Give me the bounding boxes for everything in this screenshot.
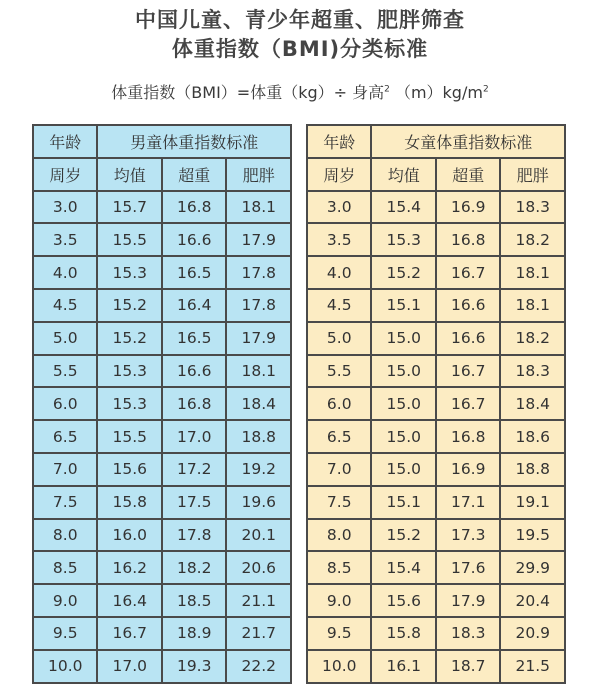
table-row	[307, 223, 565, 256]
bmi-value-cell: 16.6	[436, 322, 500, 355]
bmi-value-cell: 17.1	[436, 486, 500, 519]
age-cell: 4.5	[307, 289, 371, 322]
bmi-value-cell: 18.4	[226, 387, 291, 420]
bmi-value-cell: 17.9	[436, 584, 500, 617]
bmi-value-cell: 18.5	[162, 584, 226, 617]
age-header: 年龄	[307, 125, 371, 158]
column-header: 超重	[436, 158, 500, 191]
age-cell: 6.0	[307, 387, 371, 420]
table-row	[33, 289, 291, 322]
page-subtitle: 体重指数（BMI)分类标准	[171, 37, 429, 61]
bmi-value-cell: 15.3	[97, 387, 161, 420]
bmi-value-cell: 15.2	[371, 256, 435, 289]
age-cell: 6.5	[33, 420, 97, 453]
bmi-value-cell: 20.9	[500, 617, 565, 650]
age-cell: 7.0	[33, 453, 97, 486]
column-header: 周岁	[33, 158, 97, 191]
table-row	[307, 453, 565, 486]
bmi-value-cell: 16.6	[436, 289, 500, 322]
bmi-value-cell: 21.5	[500, 650, 565, 683]
bmi-value-cell: 20.4	[500, 584, 565, 617]
age-cell: 4.0	[33, 256, 97, 289]
age-cell: 7.5	[307, 486, 371, 519]
table-header-row	[33, 125, 291, 158]
column-header: 周岁	[307, 158, 371, 191]
bmi-value-cell: 17.6	[436, 551, 500, 584]
age-cell: 5.0	[307, 322, 371, 355]
bmi-value-cell: 15.8	[97, 486, 161, 519]
age-cell: 7.5	[33, 486, 97, 519]
bmi-value-cell: 15.0	[371, 322, 435, 355]
bmi-value-cell: 15.2	[97, 289, 161, 322]
age-cell: 5.5	[33, 355, 97, 388]
bmi-value-cell: 16.8	[436, 420, 500, 453]
table-row	[33, 355, 291, 388]
table-row	[33, 256, 291, 289]
bmi-value-cell: 15.5	[97, 420, 161, 453]
bmi-value-cell: 19.5	[500, 519, 565, 552]
bmi-value-cell: 15.3	[97, 355, 161, 388]
formula-prefix: 体重指数（BMI）=体重（kg）÷ 身高	[111, 83, 385, 102]
table-row	[33, 650, 291, 683]
bmi-value-cell: 15.1	[371, 289, 435, 322]
bmi-value-cell: 15.6	[97, 453, 161, 486]
bmi-value-cell: 16.5	[162, 256, 226, 289]
age-cell: 7.0	[307, 453, 371, 486]
bmi-value-cell: 21.7	[226, 617, 291, 650]
bmi-value-cell: 15.0	[371, 453, 435, 486]
age-cell: 6.0	[33, 387, 97, 420]
bmi-value-cell: 18.7	[436, 650, 500, 683]
bmi-value-cell: 18.3	[500, 355, 565, 388]
bmi-formula	[0, 80, 600, 103]
column-header: 超重	[162, 158, 226, 191]
bmi-value-cell: 18.1	[226, 355, 291, 388]
girls-bmi-table	[306, 124, 566, 684]
bmi-value-cell: 16.6	[162, 355, 226, 388]
bmi-value-cell: 15.5	[97, 223, 161, 256]
table-row	[307, 387, 565, 420]
bmi-value-cell: 17.3	[436, 519, 500, 552]
age-cell: 4.5	[33, 289, 97, 322]
table-row	[307, 650, 565, 683]
table-row	[33, 387, 291, 420]
bmi-value-cell: 17.8	[226, 289, 291, 322]
bmi-value-cell: 18.4	[500, 387, 565, 420]
bmi-value-cell: 16.9	[436, 453, 500, 486]
bmi-value-cell: 17.9	[226, 223, 291, 256]
bmi-value-cell: 15.0	[371, 355, 435, 388]
age-cell: 5.5	[307, 355, 371, 388]
bmi-value-cell: 29.9	[500, 551, 565, 584]
age-cell: 3.0	[307, 191, 371, 224]
bmi-value-cell: 16.8	[162, 387, 226, 420]
bmi-value-cell: 18.2	[500, 322, 565, 355]
bmi-value-cell: 15.8	[371, 617, 435, 650]
formula-sup: 2	[384, 84, 390, 95]
table-row	[307, 551, 565, 584]
bmi-value-cell: 18.6	[500, 420, 565, 453]
bmi-value-cell: 18.8	[226, 420, 291, 453]
table-row	[307, 486, 565, 519]
table-header-row	[307, 125, 565, 158]
table-row	[307, 322, 565, 355]
formula-suffix: （m）kg/m	[394, 83, 483, 102]
bmi-value-cell: 16.9	[436, 191, 500, 224]
age-cell: 3.5	[33, 223, 97, 256]
bmi-value-cell: 16.1	[371, 650, 435, 683]
age-cell: 10.0	[307, 650, 371, 683]
age-cell: 6.5	[307, 420, 371, 453]
bmi-value-cell: 18.8	[500, 453, 565, 486]
age-cell: 3.0	[33, 191, 97, 224]
column-header: 均值	[371, 158, 435, 191]
age-cell: 9.0	[307, 584, 371, 617]
age-cell: 8.5	[33, 551, 97, 584]
bmi-value-cell: 16.4	[97, 584, 161, 617]
bmi-value-cell: 18.1	[500, 256, 565, 289]
boys-bmi-table	[32, 124, 292, 684]
bmi-value-cell: 15.4	[371, 191, 435, 224]
table-row	[33, 617, 291, 650]
bmi-value-cell: 16.0	[97, 519, 161, 552]
table-row	[33, 191, 291, 224]
age-cell: 8.0	[33, 519, 97, 552]
column-header-row	[307, 158, 565, 191]
age-cell: 9.5	[33, 617, 97, 650]
age-header: 年龄	[33, 125, 97, 158]
age-cell: 5.0	[33, 322, 97, 355]
table-row	[307, 420, 565, 453]
column-header: 均值	[97, 158, 161, 191]
table-row	[33, 486, 291, 519]
bmi-value-cell: 17.8	[226, 256, 291, 289]
bmi-value-cell: 16.8	[436, 223, 500, 256]
bmi-value-cell: 16.7	[436, 256, 500, 289]
bmi-value-cell: 19.1	[500, 486, 565, 519]
age-cell: 8.5	[307, 551, 371, 584]
bmi-value-cell: 20.6	[226, 551, 291, 584]
table-row	[307, 289, 565, 322]
bmi-value-cell: 18.3	[500, 191, 565, 224]
bmi-value-cell: 18.2	[162, 551, 226, 584]
bmi-value-cell: 17.8	[162, 519, 226, 552]
bmi-value-cell: 17.5	[162, 486, 226, 519]
bmi-value-cell: 15.3	[97, 256, 161, 289]
bmi-value-cell: 21.1	[226, 584, 291, 617]
bmi-value-cell: 16.7	[436, 387, 500, 420]
bmi-value-cell: 16.7	[436, 355, 500, 388]
bmi-value-cell: 15.0	[371, 387, 435, 420]
table-row	[33, 551, 291, 584]
table-row	[33, 453, 291, 486]
table-row	[307, 519, 565, 552]
bmi-value-cell: 15.7	[97, 191, 161, 224]
bmi-value-cell: 15.2	[371, 519, 435, 552]
age-cell: 9.5	[307, 617, 371, 650]
bmi-value-cell: 15.3	[371, 223, 435, 256]
table-row	[33, 519, 291, 552]
column-header: 肥胖	[500, 158, 565, 191]
bmi-value-cell: 20.1	[226, 519, 291, 552]
bmi-value-cell: 17.9	[226, 322, 291, 355]
table-row	[307, 256, 565, 289]
table-row	[307, 617, 565, 650]
table-row	[33, 223, 291, 256]
girls-table-title: 女童体重指数标准	[371, 125, 565, 158]
bmi-value-cell: 16.7	[97, 617, 161, 650]
age-cell: 3.5	[307, 223, 371, 256]
bmi-value-cell: 15.4	[371, 551, 435, 584]
boys-table-title: 男童体重指数标准	[97, 125, 291, 158]
bmi-value-cell: 17.0	[97, 650, 161, 683]
table-row	[33, 420, 291, 453]
bmi-value-cell: 18.1	[226, 191, 291, 224]
age-cell: 4.0	[307, 256, 371, 289]
bmi-value-cell: 16.8	[162, 191, 226, 224]
bmi-value-cell: 15.0	[371, 420, 435, 453]
bmi-value-cell: 16.5	[162, 322, 226, 355]
bmi-value-cell: 15.1	[371, 486, 435, 519]
table-row	[307, 355, 565, 388]
bmi-value-cell: 17.0	[162, 420, 226, 453]
bmi-value-cell: 18.9	[162, 617, 226, 650]
formula-sup2: 2	[482, 84, 489, 95]
bmi-value-cell: 18.1	[500, 289, 565, 322]
table-row	[33, 322, 291, 355]
age-cell: 10.0	[33, 650, 97, 683]
bmi-value-cell: 16.2	[97, 551, 161, 584]
bmi-value-cell: 19.6	[226, 486, 291, 519]
bmi-value-cell: 16.4	[162, 289, 226, 322]
table-row	[307, 584, 565, 617]
bmi-value-cell: 19.2	[226, 453, 291, 486]
bmi-value-cell: 15.2	[97, 322, 161, 355]
table-row	[307, 191, 565, 224]
page-title: 中国儿童、青少年超重、肥胖筛查	[135, 8, 465, 32]
bmi-value-cell: 22.2	[226, 650, 291, 683]
column-header: 肥胖	[226, 158, 291, 191]
bmi-value-cell: 18.3	[436, 617, 500, 650]
bmi-value-cell: 18.2	[500, 223, 565, 256]
age-cell: 8.0	[307, 519, 371, 552]
column-header-row	[33, 158, 291, 191]
table-row	[33, 584, 291, 617]
bmi-value-cell: 17.2	[162, 453, 226, 486]
age-cell: 9.0	[33, 584, 97, 617]
bmi-value-cell: 19.3	[162, 650, 226, 683]
bmi-value-cell: 15.6	[371, 584, 435, 617]
bmi-value-cell: 16.6	[162, 223, 226, 256]
